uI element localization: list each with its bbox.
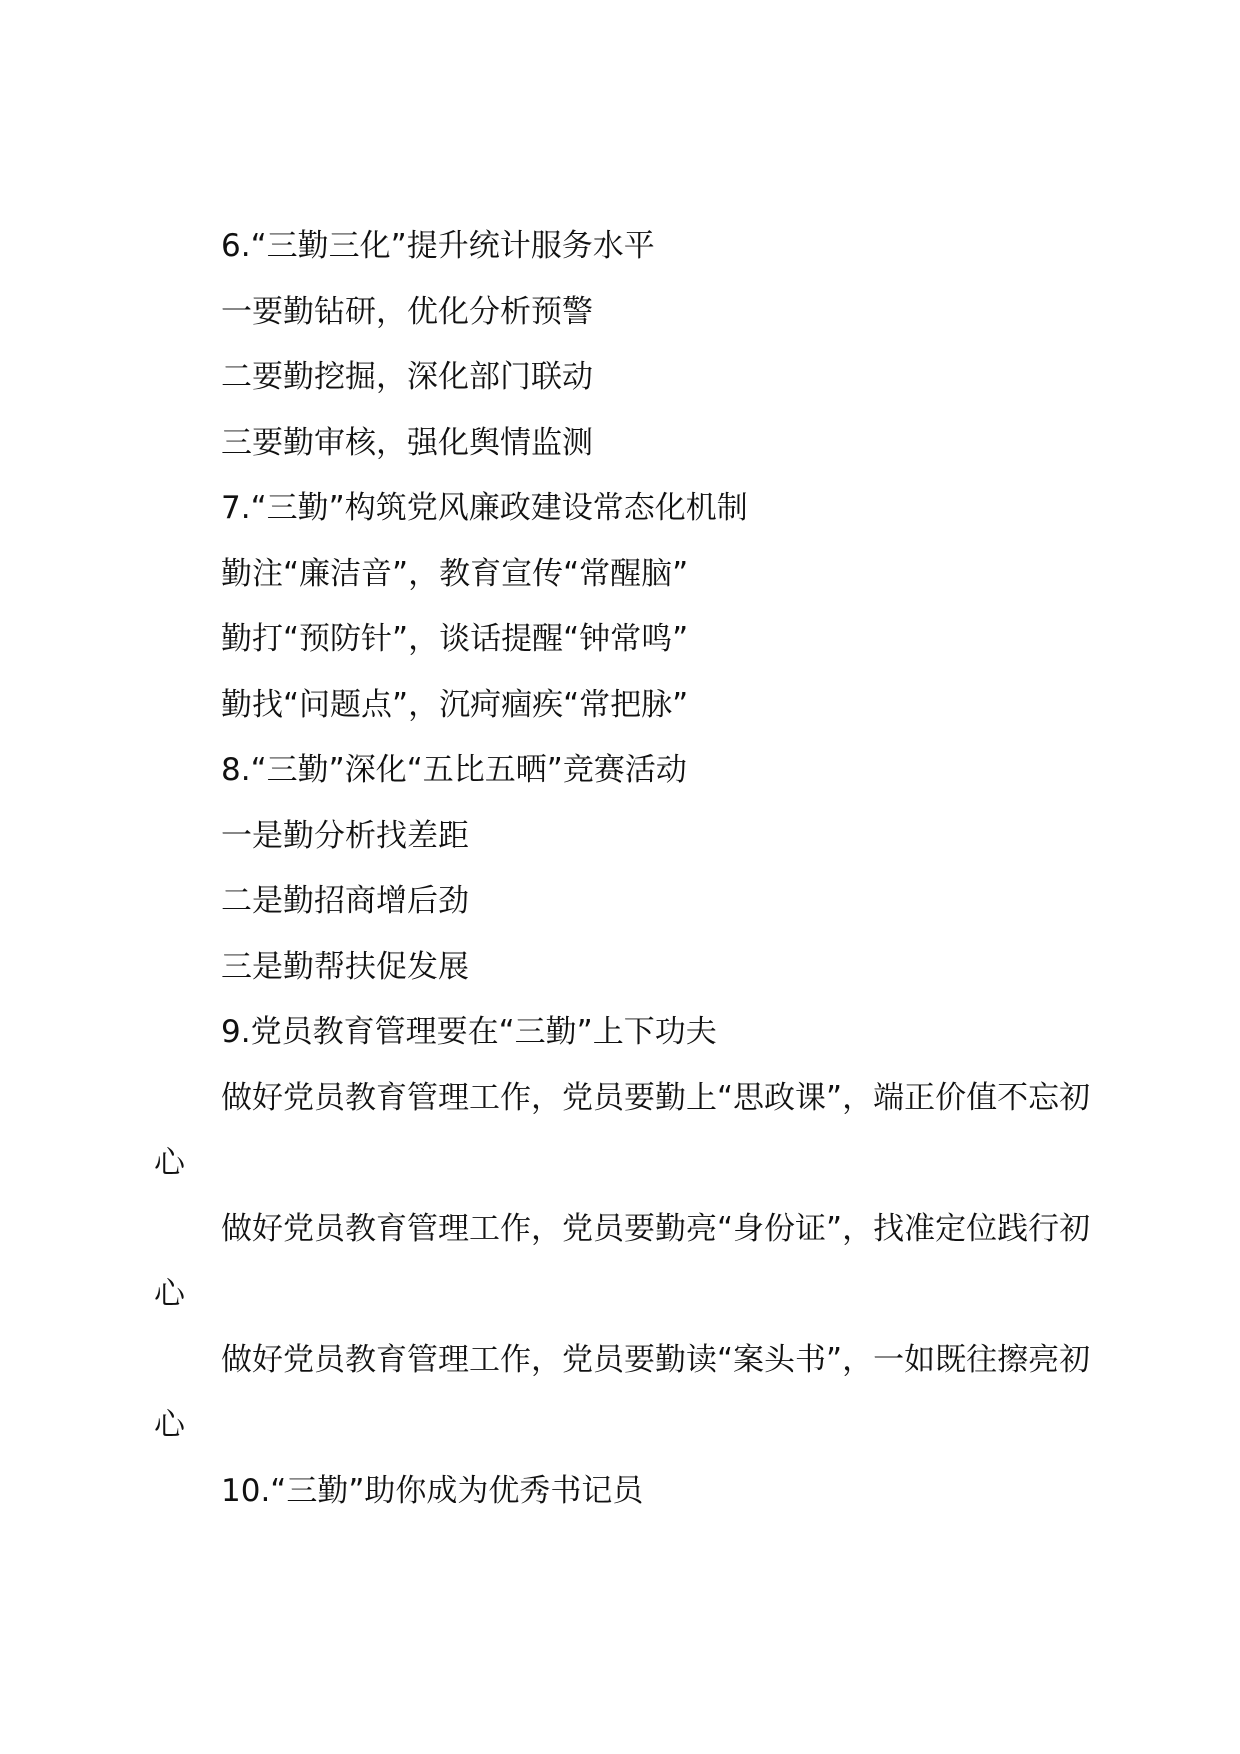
list-item: 勤注“廉洁音”，教育宣传“常醒脑” xyxy=(221,555,689,592)
list-item: 一要勤钻研，优化分析预警 xyxy=(221,293,593,330)
document-body xyxy=(154,214,1096,1524)
heading-6: 6.“三勤三化”提升统计服务水平 xyxy=(221,228,655,264)
list-item: 一是勤分析找差距 xyxy=(221,817,469,854)
paragraph: 做好党员教育管理工作，党员要勤上“思政课”，端正价值不忘初心 xyxy=(154,1079,1091,1181)
list-item: 二是勤招商增后劲 xyxy=(221,883,469,919)
list-item: 勤打“预防针”，谈话提醒“钟常鸣” xyxy=(221,621,689,657)
heading-8: 8.“三勤”深化“五比五晒”竞赛活动 xyxy=(221,752,687,788)
list-item: 勤找“问题点”，沉疴痼疾“常把脉” xyxy=(221,686,689,723)
paragraph: 做好党员教育管理工作，党员要勤读“案头书”，一如既往擦亮初心 xyxy=(154,1341,1091,1443)
heading-10: 10.“三勤”助你成为优秀书记员 xyxy=(221,1472,644,1509)
paragraph: 做好党员教育管理工作，党员要勤亮“身份证”，找准定位践行初心 xyxy=(154,1210,1091,1312)
list-item: 三是勤帮扶促发展 xyxy=(221,948,469,985)
list-item: 二要勤挖掘，深化部门联动 xyxy=(221,359,593,395)
heading-7: 7.“三勤”构筑党风廉政建设常态化机制 xyxy=(221,490,748,526)
heading-9: 9.党员教育管理要在“三勤”上下功夫 xyxy=(221,1014,717,1050)
list-item: 三要勤审核，强化舆情监测 xyxy=(221,424,593,461)
